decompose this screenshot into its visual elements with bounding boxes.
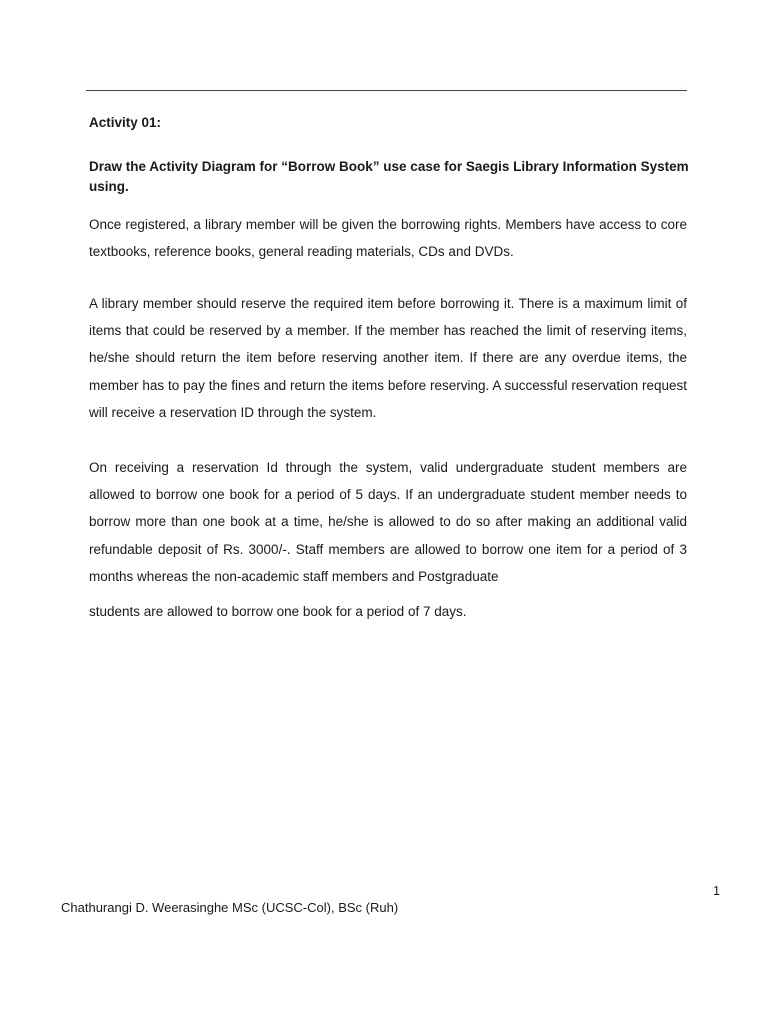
footer-author: Chathurangi D. Weerasinghe MSc (UCSC-Col), BSc (Ruh) bbox=[61, 900, 399, 915]
paragraph-borrowing: On receiving a reservation Id through the system, valid undergraduate student members are allowed to borrow one book for a period of 5 days. If an undergraduate student member needs to borrow more than one book at a time, he/she is allowed to do so after making an additional valid refundable deposit of Rs. 3000/-. Staff members are allowed to borrow one item for a period of 3 months whereas the non-academic staff members and Postgraduate bbox=[89, 460, 687, 584]
paragraph-reservation: A library member should reserve the required item before borrowing it. There is a maximum limit of items that could be reserved by a member. If the member has reached the limit of reserving items, he/she should return the item before reserving another item. If there are any overdue items, the member has to pay the fines and return the items before reserving. A successful reservation request will receive a reservation ID through the system. bbox=[89, 296, 687, 420]
page-number: 1 bbox=[713, 884, 720, 898]
header-rule bbox=[86, 90, 687, 91]
paragraph-membership: Once registered, a library member will be given the borrowing rights. Members have access to core textbooks, reference books, general reading materials, CDs and DVDs. bbox=[89, 217, 687, 260]
activity-title: Activity 01: bbox=[89, 115, 162, 130]
paragraph-borrowing-closing-line: students are allowed to borrow one book for a period of 7 days. bbox=[89, 604, 467, 619]
task-statement: Draw the Activity Diagram for “Borrow Book” use case for Saegis Library Information System using. bbox=[89, 159, 689, 194]
